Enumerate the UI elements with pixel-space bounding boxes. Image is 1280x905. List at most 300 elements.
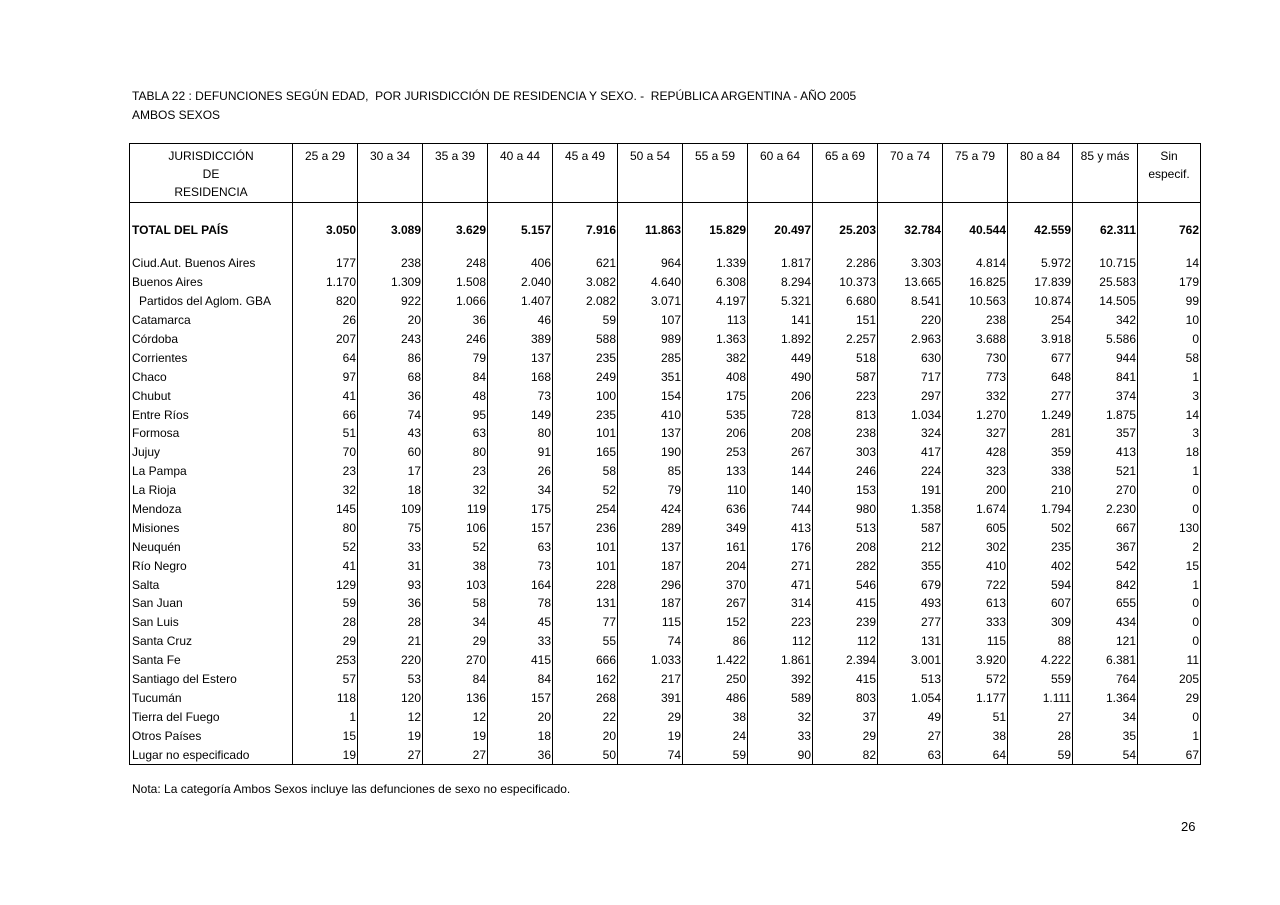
table-cell: 190 (618, 443, 683, 462)
table-cell: 78 (488, 594, 553, 613)
table-cell: 253 (293, 651, 358, 670)
table-cell: 518 (813, 348, 878, 367)
table-cell: 103 (423, 575, 488, 594)
table-cell: 314 (748, 594, 813, 613)
table-cell: 207 (293, 330, 358, 349)
table-cell: 144 (748, 462, 813, 481)
table-cell: 175 (683, 386, 748, 405)
table-cell: 6.308 (683, 273, 748, 292)
table-cell: 277 (878, 613, 943, 632)
total-label: TOTAL DEL PAÍS (130, 218, 293, 241)
table-row (130, 500, 1201, 519)
table-cell: 154 (618, 386, 683, 405)
table-cell: 1.861 (748, 651, 813, 670)
table-cell: 63 (423, 424, 488, 443)
table-cell: 19 (358, 726, 423, 745)
table-cell: 594 (1008, 575, 1073, 594)
table-cell: 10.373 (813, 273, 878, 292)
table-cell: 773 (943, 367, 1008, 386)
header-row (130, 144, 1201, 203)
table-cell: 137 (618, 424, 683, 443)
table-cell: 3.920 (943, 651, 1008, 670)
table-cell: 820 (293, 292, 358, 311)
table-cell: 85 (618, 462, 683, 481)
table-cell: 803 (813, 688, 878, 707)
table-cell: 268 (553, 688, 618, 707)
total-cell: 25.203 (813, 218, 878, 241)
table-cell: 964 (618, 254, 683, 273)
table-row (130, 537, 1201, 556)
table-cell: 235 (553, 348, 618, 367)
table-cell: 140 (748, 481, 813, 500)
table-cell: 1.054 (878, 688, 943, 707)
table-cell: 289 (618, 518, 683, 537)
table-cell: 19 (293, 745, 358, 764)
table-cell: 86 (358, 348, 423, 367)
total-cell: 5.157 (488, 218, 553, 241)
table-cell: 26 (293, 311, 358, 330)
jurisdiction-name: Catamarca (130, 311, 293, 330)
table-cell: 841 (1073, 367, 1138, 386)
table-cell: 22 (553, 707, 618, 726)
table-cell: 636 (683, 500, 748, 519)
table-cell: 349 (683, 518, 748, 537)
header-age-group: 85 y más (1073, 144, 1138, 203)
table-cell: 10 (1138, 311, 1201, 330)
table-cell: 129 (293, 575, 358, 594)
table-cell: 236 (553, 518, 618, 537)
table-cell: 208 (813, 537, 878, 556)
table-cell: 70 (293, 443, 358, 462)
table-cell: 121 (1073, 632, 1138, 651)
jurisdiction-name: Formosa (130, 424, 293, 443)
table-cell: 131 (878, 632, 943, 651)
jurisdiction-name: Tierra del Fuego (130, 707, 293, 726)
jurisdiction-name: Lugar no especificado (130, 745, 293, 764)
table-cell: 58 (1138, 348, 1201, 367)
table-cell: 131 (553, 594, 618, 613)
total-cell: 3.089 (358, 218, 423, 241)
table-cell: 1.309 (358, 273, 423, 292)
table-cell: 130 (1138, 518, 1201, 537)
table-cell: 191 (878, 481, 943, 500)
table-cell: 413 (748, 518, 813, 537)
header-jurisdiction (130, 144, 293, 203)
table-cell: 254 (553, 500, 618, 519)
table-row (130, 311, 1201, 330)
table-cell: 168 (488, 367, 553, 386)
table-cell: 572 (943, 670, 1008, 689)
jurisdiction-name: Mendoza (130, 500, 293, 519)
footnote: Nota: La categoría Ambos Sexos incluye las defunciones de sexo no especificado. (132, 782, 571, 796)
total-cell: 7.916 (553, 218, 618, 241)
table-cell: 842 (1073, 575, 1138, 594)
table-cell: 2.230 (1073, 500, 1138, 519)
table-cell: 217 (618, 670, 683, 689)
table-cell: 52 (293, 537, 358, 556)
table-row (130, 594, 1201, 613)
table-row (130, 254, 1201, 273)
table-cell: 605 (943, 518, 1008, 537)
table-cell: 1 (1138, 575, 1201, 594)
table-cell: 243 (358, 330, 423, 349)
table-cell: 14 (1138, 405, 1201, 424)
table-cell: 285 (618, 348, 683, 367)
table-cell: 212 (878, 537, 943, 556)
table-cell: 112 (813, 632, 878, 651)
table-cell: 29 (813, 726, 878, 745)
table-cell: 95 (423, 405, 488, 424)
jurisdiction-name: La Pampa (130, 462, 293, 481)
table-cell: 43 (358, 424, 423, 443)
table-cell: 60 (358, 443, 423, 462)
table-cell: 587 (813, 367, 878, 386)
table-cell: 249 (553, 367, 618, 386)
table-cell: 18 (358, 481, 423, 500)
table-cell: 179 (1138, 273, 1201, 292)
table-cell: 17 (358, 462, 423, 481)
table-cell: 922 (358, 292, 423, 311)
table-cell: 513 (878, 670, 943, 689)
table-cell: 254 (1008, 311, 1073, 330)
table-cell: 621 (553, 254, 618, 273)
table-cell: 0 (1138, 500, 1201, 519)
table-cell: 27 (423, 745, 488, 764)
table-cell: 367 (1073, 537, 1138, 556)
table-cell: 282 (813, 556, 878, 575)
table-cell: 204 (683, 556, 748, 575)
table-cell: 406 (488, 254, 553, 273)
table-cell: 3.688 (943, 330, 1008, 349)
table-cell: 813 (813, 405, 878, 424)
table-cell: 187 (618, 594, 683, 613)
table-row (130, 707, 1201, 726)
header-jurisdiction-line: DE (202, 167, 220, 181)
table-cell: 68 (358, 367, 423, 386)
table-cell: 36 (358, 386, 423, 405)
table-cell: 59 (683, 745, 748, 764)
table-cell: 1 (293, 707, 358, 726)
table-cell: 502 (1008, 518, 1073, 537)
table-cell: 944 (1073, 348, 1138, 367)
table-cell: 80 (293, 518, 358, 537)
header-age-group: 70 a 74 (878, 144, 943, 203)
jurisdiction-name: Tucumán (130, 688, 293, 707)
table-cell: 33 (358, 537, 423, 556)
table-row (130, 348, 1201, 367)
table-cell: 3.303 (878, 254, 943, 273)
table-cell: 28 (293, 613, 358, 632)
table-cell: 23 (293, 462, 358, 481)
table-cell: 164 (488, 575, 553, 594)
table-cell: 18 (488, 726, 553, 745)
table-cell: 31 (358, 556, 423, 575)
table-cell: 41 (293, 386, 358, 405)
table-cell: 238 (813, 424, 878, 443)
table-cell: 238 (358, 254, 423, 273)
header-age-group: 55 a 59 (683, 144, 748, 203)
table-cell: 10.715 (1073, 254, 1138, 273)
table-cell: 97 (293, 367, 358, 386)
table-cell: 4.197 (683, 292, 748, 311)
table-cell: 58 (553, 462, 618, 481)
table-cell: 59 (553, 311, 618, 330)
table-cell: 54 (1073, 745, 1138, 764)
table-cell: 493 (878, 594, 943, 613)
table-cell: 679 (878, 575, 943, 594)
table-cell: 542 (1073, 556, 1138, 575)
table-cell: 3 (1138, 386, 1201, 405)
table-cell: 1.674 (943, 500, 1008, 519)
table-cell: 415 (813, 670, 878, 689)
total-cell: 40.544 (943, 218, 1008, 241)
table-cell: 19 (423, 726, 488, 745)
table-cell: 66 (293, 405, 358, 424)
table-row (130, 518, 1201, 537)
table-cell: 980 (813, 500, 878, 519)
jurisdiction-name: Río Negro (130, 556, 293, 575)
table-cell: 80 (488, 424, 553, 443)
header-age-group: 60 a 64 (748, 144, 813, 203)
table-cell: 74 (358, 405, 423, 424)
table-cell: 6.680 (813, 292, 878, 311)
table-cell: 415 (488, 651, 553, 670)
table-cell: 410 (618, 405, 683, 424)
table-cell: 55 (553, 632, 618, 651)
header-age-group: 30 a 34 (358, 144, 423, 203)
table-cell: 149 (488, 405, 553, 424)
table-cell: 99 (1138, 292, 1201, 311)
table-cell: 110 (683, 481, 748, 500)
header-age-group: 65 a 69 (813, 144, 878, 203)
table-cell: 37 (813, 707, 878, 726)
table-cell: 133 (683, 462, 748, 481)
table-cell: 630 (878, 348, 943, 367)
table-cell: 238 (943, 311, 1008, 330)
table-cell: 744 (748, 500, 813, 519)
table-cell: 32 (748, 707, 813, 726)
jurisdiction-name: Neuquén (130, 537, 293, 556)
table-cell: 1.422 (683, 651, 748, 670)
total-cell: 32.784 (878, 218, 943, 241)
table-cell: 74 (618, 745, 683, 764)
table-cell: 177 (293, 254, 358, 273)
table-row (130, 481, 1201, 500)
jurisdiction-name: Partidos del Aglom. GBA (130, 292, 293, 311)
table-cell: 57 (293, 670, 358, 689)
table-cell: 220 (358, 651, 423, 670)
header-age-group: 80 a 84 (1008, 144, 1073, 203)
table-cell: 2.394 (813, 651, 878, 670)
table-cell: 1.875 (1073, 405, 1138, 424)
table-cell: 51 (943, 707, 1008, 726)
table-cell: 267 (748, 443, 813, 462)
table-cell: 3 (1138, 424, 1201, 443)
table-cell: 270 (423, 651, 488, 670)
table-cell: 82 (813, 745, 878, 764)
table-cell: 152 (683, 613, 748, 632)
table-cell: 0 (1138, 330, 1201, 349)
table-cell: 36 (488, 745, 553, 764)
table-cell: 250 (683, 670, 748, 689)
table-cell: 106 (423, 518, 488, 537)
table-cell: 415 (813, 594, 878, 613)
table-cell: 342 (1073, 311, 1138, 330)
table-cell: 989 (618, 330, 683, 349)
total-cell: 11.863 (618, 218, 683, 241)
table-cell: 38 (943, 726, 1008, 745)
table-row (130, 367, 1201, 386)
table-cell: 49 (878, 707, 943, 726)
table-cell: 408 (683, 367, 748, 386)
table-cell: 101 (553, 424, 618, 443)
table-cell: 115 (943, 632, 1008, 651)
table-cell: 59 (293, 594, 358, 613)
header-jurisdiction-line: JURISDICCIÓN (168, 149, 254, 163)
table-cell: 20 (488, 707, 553, 726)
header-age-group: 25 a 29 (293, 144, 358, 203)
table-cell: 332 (943, 386, 1008, 405)
table-cell: 410 (943, 556, 1008, 575)
total-row (130, 218, 1201, 241)
table-cell: 157 (488, 688, 553, 707)
table-cell: 38 (423, 556, 488, 575)
total-cell: 15.829 (683, 218, 748, 241)
table-cell: 1.249 (1008, 405, 1073, 424)
table-cell: 1 (1138, 367, 1201, 386)
table-cell: 175 (488, 500, 553, 519)
table-cell: 10.563 (943, 292, 1008, 311)
table-cell: 655 (1073, 594, 1138, 613)
table-cell: 64 (943, 745, 1008, 764)
table-cell: 486 (683, 688, 748, 707)
header-unspecified-line: especif. (1148, 167, 1190, 181)
table-cell: 449 (748, 348, 813, 367)
table-cell: 1.892 (748, 330, 813, 349)
table-cell: 327 (943, 424, 1008, 443)
table-cell: 14 (1138, 254, 1201, 273)
table-cell: 587 (878, 518, 943, 537)
table-cell: 165 (553, 443, 618, 462)
table-cell: 1.817 (748, 254, 813, 273)
total-cell: 3.629 (423, 218, 488, 241)
jurisdiction-name: Chubut (130, 386, 293, 405)
table-cell: 101 (553, 537, 618, 556)
table-cell: 3.918 (1008, 330, 1073, 349)
table-cell: 2 (1138, 537, 1201, 556)
total-cell: 62.311 (1073, 218, 1138, 241)
table-row (130, 292, 1201, 311)
table-cell: 20 (358, 311, 423, 330)
table-cell: 333 (943, 613, 1008, 632)
table-cell: 34 (1073, 707, 1138, 726)
table-cell: 18 (1138, 443, 1201, 462)
table-row (130, 575, 1201, 594)
header-age-group: 35 a 39 (423, 144, 488, 203)
table-cell: 112 (748, 632, 813, 651)
table-cell: 434 (1073, 613, 1138, 632)
table-cell: 34 (423, 613, 488, 632)
table-cell: 391 (618, 688, 683, 707)
table-cell: 27 (358, 745, 423, 764)
table-cell: 36 (423, 311, 488, 330)
table-cell: 351 (618, 367, 683, 386)
table-cell: 58 (423, 594, 488, 613)
table-cell: 722 (943, 575, 1008, 594)
table-cell: 559 (1008, 670, 1073, 689)
table-cell: 88 (1008, 632, 1073, 651)
table-cell: 513 (813, 518, 878, 537)
table-cell: 63 (878, 745, 943, 764)
table-cell: 29 (293, 632, 358, 651)
table-cell: 17.839 (1008, 273, 1073, 292)
table-cell: 208 (748, 424, 813, 443)
table-cell: 21 (358, 632, 423, 651)
table-cell: 187 (618, 556, 683, 575)
table-cell: 1.364 (1073, 688, 1138, 707)
table-cell: 8.541 (878, 292, 943, 311)
table-cell: 1 (1138, 726, 1201, 745)
table-cell: 100 (553, 386, 618, 405)
jurisdiction-name: San Juan (130, 594, 293, 613)
table-cell: 228 (553, 575, 618, 594)
table-cell: 27 (1008, 707, 1073, 726)
table-cell: 46 (488, 311, 553, 330)
table-cell: 63 (488, 537, 553, 556)
table-cell: 35 (1073, 726, 1138, 745)
table-cell: 24 (683, 726, 748, 745)
table-cell: 53 (358, 670, 423, 689)
jurisdiction-name: Chaco (130, 367, 293, 386)
table-cell: 1 (1138, 462, 1201, 481)
jurisdiction-name: Salta (130, 575, 293, 594)
table-row (130, 386, 1201, 405)
table-cell: 223 (748, 613, 813, 632)
table-cell: 33 (488, 632, 553, 651)
table-cell: 667 (1073, 518, 1138, 537)
table-cell: 270 (1073, 481, 1138, 500)
table-cell: 145 (293, 500, 358, 519)
table-cell: 235 (1008, 537, 1073, 556)
table-cell: 355 (878, 556, 943, 575)
table-cell: 29 (618, 707, 683, 726)
table-row (130, 405, 1201, 424)
total-cell: 42.559 (1008, 218, 1073, 241)
table-cell: 93 (358, 575, 423, 594)
table-cell: 115 (618, 613, 683, 632)
table-cell: 1.339 (683, 254, 748, 273)
table-cell: 206 (748, 386, 813, 405)
table-cell: 728 (748, 405, 813, 424)
table-cell: 546 (813, 575, 878, 594)
table-cell: 0 (1138, 594, 1201, 613)
table-cell: 75 (358, 518, 423, 537)
table-row (130, 462, 1201, 481)
header-age-group: 45 a 49 (553, 144, 618, 203)
table-cell: 588 (553, 330, 618, 349)
table-cell: 14.505 (1073, 292, 1138, 311)
table-cell: 392 (748, 670, 813, 689)
table-cell: 101 (553, 556, 618, 575)
table-cell: 107 (618, 311, 683, 330)
deaths-table (129, 143, 1201, 765)
table-cell: 84 (423, 367, 488, 386)
table-cell: 4.222 (1008, 651, 1073, 670)
table-cell: 29 (1138, 688, 1201, 707)
total-cell: 20.497 (748, 218, 813, 241)
table-cell: 296 (618, 575, 683, 594)
table-cell: 15 (1138, 556, 1201, 575)
